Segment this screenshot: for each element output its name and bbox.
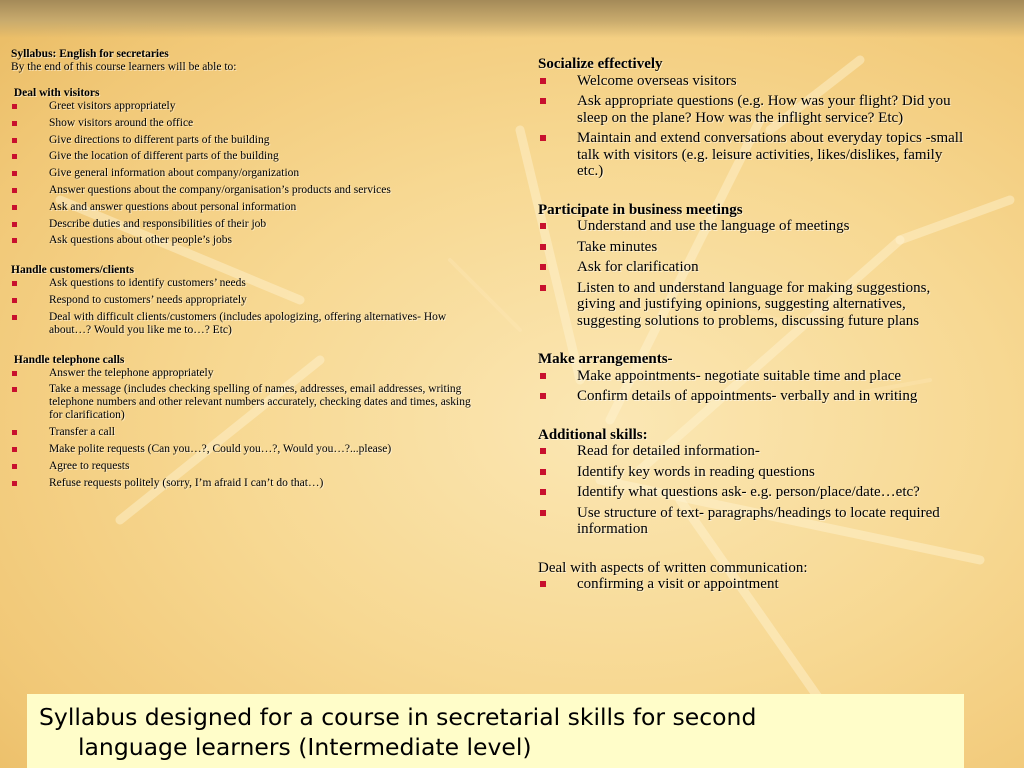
caption-line-1: Syllabus designed for a course in secretarial skills for second (39, 703, 757, 731)
bullet-icon (540, 373, 546, 379)
bullet-icon (12, 481, 17, 486)
list-item: Ask and answer questions about personal information (11, 201, 491, 214)
bullet-icon (12, 464, 17, 469)
bullet-icon (540, 510, 546, 516)
section-heading-written: Deal with aspects of written communication: (538, 559, 808, 576)
bullet-icon (12, 138, 17, 143)
bullet-icon (540, 264, 546, 270)
bullet-icon (12, 205, 17, 210)
list-item: Ask questions about other people’s jobs (11, 234, 491, 247)
left-column (11, 48, 491, 493)
bullet-icon (540, 489, 546, 495)
list-item: Confirm details of appointments- verbally and in writing (538, 388, 968, 405)
list-item: Respond to customers’ needs appropriately (11, 294, 491, 307)
list-item: Answer the telephone appropriately (11, 367, 491, 380)
section-heading-socialize: Socialize effectively (538, 56, 663, 72)
list-item: Give general information about company/organization (11, 167, 491, 180)
bullet-icon (12, 371, 17, 376)
section-heading-arrangements: Make arrangements- (538, 351, 673, 367)
bullet-icon (540, 469, 546, 475)
list-item: Transfer a call (11, 426, 491, 439)
bullet-icon (540, 135, 546, 141)
list-meetings (538, 218, 968, 329)
list-item: Identify what questions ask- e.g. person/place/date…etc? (538, 484, 968, 501)
bullet-icon (540, 98, 546, 104)
section-heading-customers: Handle customers/clients (11, 264, 134, 277)
bullet-icon (12, 315, 17, 320)
list-item: Deal with difficult clients/customers (includes apologizing, offering alternatives- How about…? Would you like me to…? Etc) (11, 311, 491, 337)
list-item: Ask appropriate questions (e.g. How was your flight? Did you sleep on the plane? How was the inflight service? Etc) (538, 93, 968, 126)
list-item: Greet visitors appropriately (11, 100, 491, 113)
list-item: Take a message (includes checking spelling of names, addresses, email addresses, writing telephone numbers and other relevant numbers accurately, checking dates and times, asking for clarification) (11, 383, 491, 422)
list-written (538, 576, 968, 593)
list-item: Maintain and extend conversations about everyday topics -small talk with visitors (e.g. leisure activities, likes/dislikes, family etc.) (538, 130, 968, 180)
caption-box (27, 694, 964, 768)
list-telephone (11, 367, 491, 490)
bullet-icon (12, 281, 17, 286)
list-item: Take minutes (538, 239, 968, 256)
list-socialize (538, 73, 968, 180)
list-item: Ask for clarification (538, 259, 968, 276)
bullet-icon (12, 298, 17, 303)
list-item: Use structure of text- paragraphs/headings to locate required information (538, 505, 968, 538)
syllabus-title: Syllabus: English for secretaries (11, 48, 169, 60)
list-item: Refuse requests politely (sorry, I’m afraid I can’t do that…) (11, 477, 491, 490)
bullet-icon (12, 121, 17, 126)
list-additional (538, 443, 968, 538)
bullet-icon (12, 222, 17, 227)
list-item: confirming a visit or appointment (538, 576, 968, 593)
syllabus-intro: By the end of this course learners will be able to: (11, 61, 237, 73)
bullet-icon (12, 104, 17, 109)
list-item: Describe duties and responsibilities of their job (11, 218, 491, 231)
bullet-icon (12, 447, 17, 452)
bullet-icon (540, 581, 546, 587)
list-item: Give directions to different parts of the building (11, 134, 491, 147)
bullet-icon (540, 285, 546, 291)
list-item: Understand and use the language of meetings (538, 218, 968, 235)
section-heading-telephone: Handle telephone calls (11, 353, 125, 366)
list-item: Make appointments- negotiate suitable time and place (538, 368, 968, 385)
bullet-icon (540, 223, 546, 229)
bullet-icon (540, 393, 546, 399)
list-item: Read for detailed information- (538, 443, 968, 460)
bullet-icon (12, 171, 17, 176)
right-column (538, 56, 968, 597)
list-item: Show visitors around the office (11, 117, 491, 130)
bullet-icon (12, 430, 17, 435)
bullet-icon (12, 188, 17, 193)
list-item: Welcome overseas visitors (538, 73, 968, 90)
list-customers (11, 277, 491, 337)
list-item: Listen to and understand language for making suggestions, giving and justifying opinions, suggesting alternatives, suggesting solutions to problems, discussing future plans (538, 280, 968, 330)
bullet-icon (12, 154, 17, 159)
bullet-icon (540, 78, 546, 84)
list-item: Make polite requests (Can you…?, Could you…?, Would you…?...please) (11, 443, 491, 456)
list-visitors (11, 100, 491, 247)
bullet-icon (540, 448, 546, 454)
list-item: Identify key words in reading questions (538, 464, 968, 481)
list-item: Answer questions about the company/organisation’s products and services (11, 184, 491, 197)
bullet-icon (12, 238, 17, 243)
section-heading-additional: Additional skills: (538, 426, 648, 443)
bullet-icon (12, 387, 17, 392)
list-arrangements (538, 368, 968, 405)
bullet-icon (540, 244, 546, 250)
caption-line-2: language learners (Intermediate level) (78, 733, 532, 761)
section-heading-visitors: Deal with visitors (11, 87, 100, 99)
list-item: Ask questions to identify customers’ needs (11, 277, 491, 290)
section-heading-meetings: Participate in business meetings (538, 201, 743, 218)
list-item: Give the location of different parts of the building (11, 150, 491, 163)
list-item: Agree to requests (11, 460, 491, 473)
